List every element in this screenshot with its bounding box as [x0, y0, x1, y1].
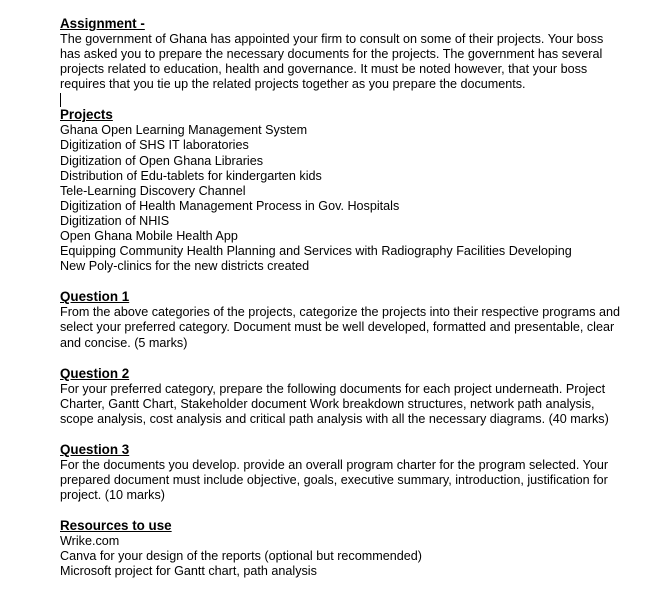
projects-heading: Projects: [60, 107, 113, 123]
question1-text: From the above categories of the projects, categorize the projects into their respective programs and select your preferred category. Document must be well developed, formatted and presentable, clear and concise. (5 marks): [60, 305, 621, 350]
resources-list: [60, 534, 620, 579]
spacer: [60, 274, 620, 289]
question2-text: For your preferred category, prepare the following documents for each project underneath. Project Charter, Gantt Chart, Stakeholder document Work breakdown structures, network path analysis, scope analysis, cost analysis and critical path analysis with all the necessary diagrams. (40 marks): [60, 381, 609, 426]
project-item: Tele-Learning Discovery Channel: [60, 183, 246, 198]
project-item: New Poly-clinics for the new districts created: [60, 259, 310, 274]
assignment-text: The government of Ghana has appointed your firm to consult on some of their projects. Your boss has asked you to prepare the necessary documents for the projects. The government has several projects related to education, health and governance. It must be noted however, that your boss requires that you tie up the related projects together as you prepare the documents.: [60, 32, 604, 92]
text-cursor: [60, 93, 61, 107]
project-item: Digitization of Open Ghana Libraries: [60, 153, 264, 168]
project-item: Digitization of Health Management Process in Gov. Hospitals: [60, 198, 400, 213]
resource-item: Microsoft project for Gantt chart, path analysis: [60, 564, 317, 579]
project-item: Open Ghana Mobile Health App: [60, 229, 238, 244]
resources-heading: Resources to use: [60, 518, 172, 534]
project-item: Ghana Open Learning Management System: [60, 123, 308, 138]
project-item: Digitization of SHS IT laboratories: [60, 138, 249, 153]
resource-item: Canva for your design of the reports (optional but recommended): [60, 549, 422, 564]
project-item: Equipping Community Health Planning and Services with Radiography Facilities Developing: [60, 244, 572, 259]
projects-list: [60, 123, 620, 274]
question1-heading: Question 1: [60, 289, 130, 305]
project-item: Distribution of Edu-tablets for kindergarten kids: [60, 168, 322, 183]
question3-text: For the documents you develop. provide an overall program charter for the program selected. Your prepared document must include objective, goals, executive summary, introduction, justification for project. (10 marks): [60, 457, 609, 503]
question3-heading: Question 3: [60, 441, 130, 457]
spacer: [60, 427, 620, 442]
question2-heading: Question 2: [60, 365, 130, 381]
spacer: [60, 503, 620, 518]
spacer: [60, 351, 620, 366]
document-body: [60, 16, 620, 579]
project-item: Digitization of NHIS: [60, 213, 170, 228]
resource-item: Wrike.com: [60, 534, 120, 549]
assignment-heading: Assignment -: [60, 16, 145, 31]
